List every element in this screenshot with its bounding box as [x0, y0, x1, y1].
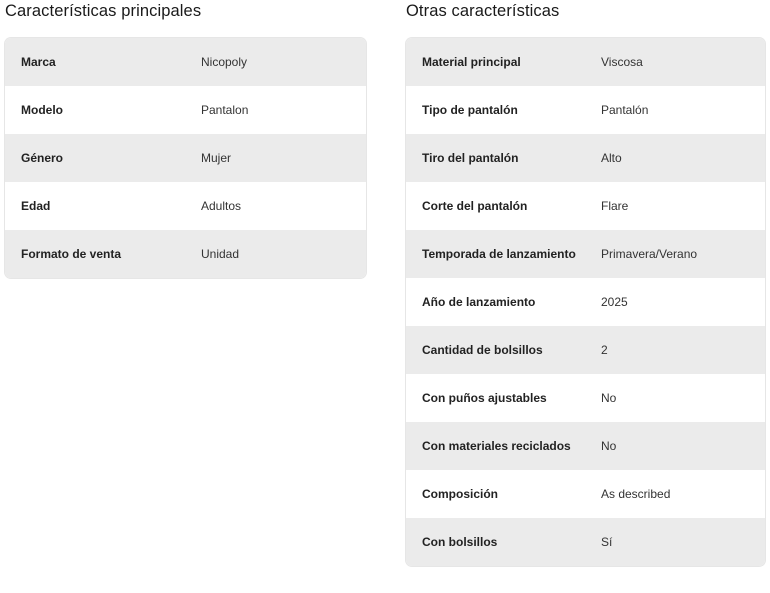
row-key: Con materiales reciclados [422, 439, 571, 453]
row-key: Marca [21, 55, 56, 69]
main-features-table [5, 38, 366, 278]
table-row [406, 278, 765, 326]
table-row [406, 374, 765, 422]
row-key: Con bolsillos [422, 535, 498, 549]
table-row [5, 134, 366, 182]
table-row [5, 182, 366, 230]
main-features-title: Características principales [5, 2, 202, 20]
row-value: Pantalón [601, 103, 649, 117]
row-key: Tiro del pantalón [422, 151, 519, 165]
row-key: Cantidad de bolsillos [422, 343, 543, 357]
row-key: Temporada de lanzamiento [422, 247, 576, 261]
row-key: Género [21, 151, 64, 165]
row-value: Unidad [201, 247, 240, 261]
table-row [406, 518, 765, 566]
row-key: Composición [422, 487, 499, 501]
other-features-section [406, 0, 765, 549]
table-row [406, 134, 765, 182]
table-row [406, 182, 765, 230]
main-features-section [5, 0, 366, 261]
row-value: Primavera/Verano [601, 247, 698, 261]
row-value: No [601, 439, 617, 453]
other-features-table [406, 38, 765, 566]
row-value: Alto [601, 151, 622, 165]
row-value: Nicopoly [201, 55, 248, 69]
table-row [5, 86, 366, 134]
row-value: 2 [601, 343, 608, 357]
row-key: Con puños ajustables [422, 391, 547, 405]
row-value: Viscosa [601, 55, 643, 69]
row-value: 2025 [601, 295, 628, 309]
table-row [406, 470, 765, 518]
other-features-title: Otras características [406, 2, 560, 20]
table-row [5, 38, 366, 86]
table-row [5, 230, 366, 278]
row-value: Sí [601, 535, 613, 549]
table-row [406, 86, 765, 134]
row-value: No [601, 391, 617, 405]
table-row [406, 422, 765, 470]
row-value: As described [601, 487, 671, 501]
row-key: Tipo de pantalón [422, 103, 518, 117]
row-key: Formato de venta [21, 247, 122, 261]
table-row [406, 326, 765, 374]
row-value: Pantalon [201, 103, 249, 117]
row-key: Edad [21, 199, 51, 213]
row-key: Material principal [422, 55, 521, 69]
row-value: Mujer [201, 151, 232, 165]
row-value: Adultos [201, 199, 242, 213]
table-row [406, 38, 765, 86]
row-value: Flare [601, 199, 629, 213]
row-key: Corte del pantalón [422, 199, 528, 213]
row-key: Modelo [21, 103, 63, 117]
row-key: Año de lanzamiento [422, 295, 536, 309]
table-row [406, 230, 765, 278]
